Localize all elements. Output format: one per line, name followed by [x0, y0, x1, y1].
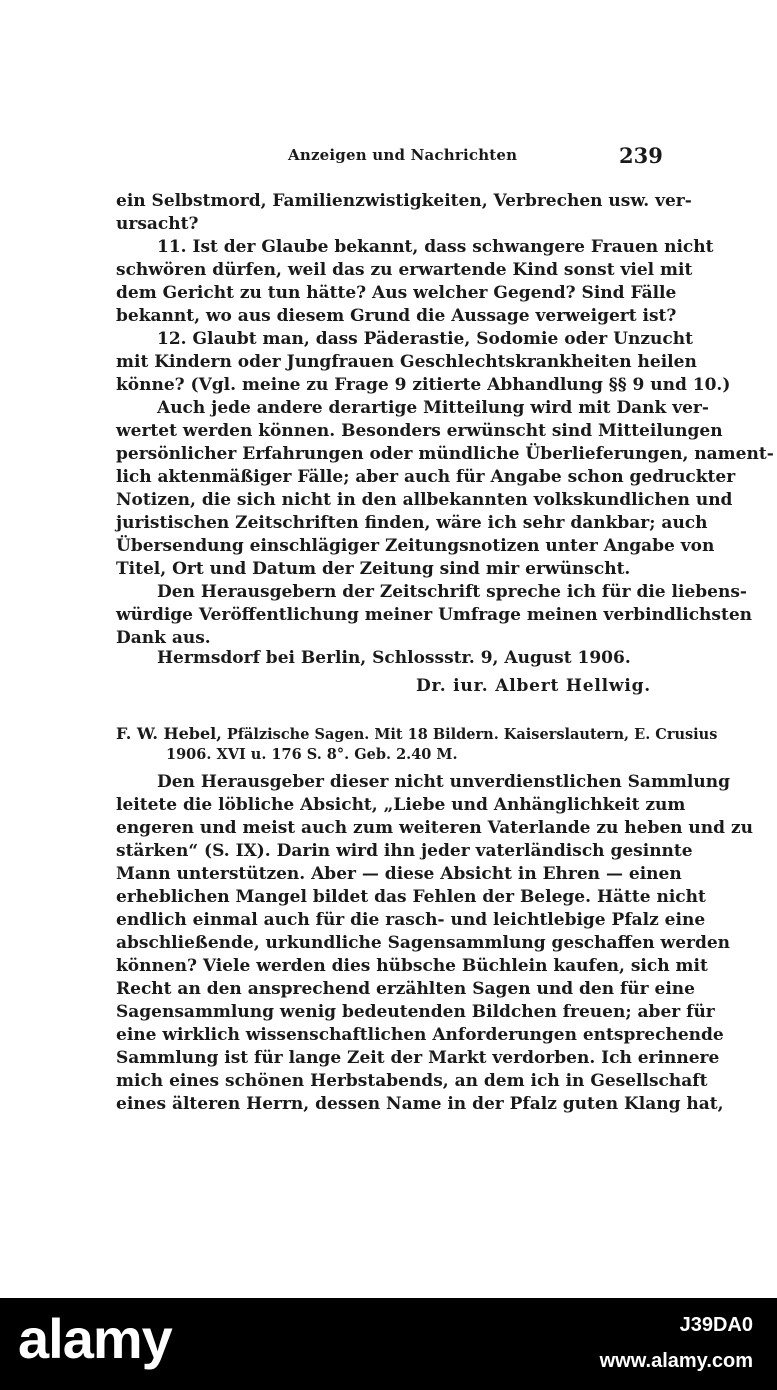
text-line: Dank aus. — [116, 628, 211, 648]
text-line: Recht an den ansprechend erzählten Sagen und den für eine — [116, 979, 695, 999]
body-text — [116, 190, 774, 650]
text-line: Auch jede andere derartige Mitteilung wird mit Dank ver- — [157, 398, 709, 418]
image-id: J39DA0 — [679, 1314, 753, 1336]
text-line: Sagensammlung wenig bedeutenden Bildchen freuen; aber für — [116, 1002, 715, 1022]
text-line: können? Viele werden dies hübsche Büchlein kaufen, sich mit — [116, 956, 708, 976]
text-line: persönlicher Erfahrungen oder mündliche Überlieferungen, nament- — [116, 444, 774, 464]
text-line: Übersendung einschlägiger Zeitungsnotizen unter Angabe von — [116, 536, 715, 556]
text-line: 11. Ist der Glaube bekannt, dass schwangere Frauen nicht — [157, 237, 714, 257]
text-line: mit Kindern oder Jungfrauen Geschlechtskrankheiten heilen — [116, 352, 697, 372]
text-line: Den Herausgebern der Zeitschrift spreche ich für die liebens- — [157, 582, 747, 602]
alamy-logo: alamy — [18, 1307, 172, 1370]
page-number: 239 — [619, 143, 663, 168]
text-line: engeren und meist auch zum weiteren Vaterlande zu heben und zu — [116, 818, 753, 838]
text-line: leitete die löbliche Absicht, „Liebe und Anhänglichkeit zum — [116, 795, 686, 815]
text-line: würdige Veröffentlichung meiner Umfrage meinen verbindlichsten — [116, 605, 753, 625]
text-line: abschließende, urkundliche Sagensammlung geschaffen werden — [116, 933, 731, 953]
text-line: Mann unterstützen. Aber — diese Absicht in Ehren — einen — [116, 864, 682, 884]
text-line: endlich einmal auch für die rasch- und leichtlebige Pfalz eine — [116, 910, 706, 930]
text-line: ein Selbstmord, Familienzwistigkeiten, Verbrechen usw. ver- — [116, 191, 692, 211]
review-citation — [116, 724, 718, 745]
signature-line: Dr. iur. Albert Hellwig. — [416, 676, 651, 696]
text-line: mich eines schönen Herbstabends, an dem ich in Gesellschaft — [116, 1071, 708, 1091]
site-url: www.alamy.com — [599, 1350, 753, 1372]
text-line: bekannt, wo aus diesem Grund die Aussage verweigert ist? — [116, 306, 677, 326]
running-title: Anzeigen und Nachrichten — [288, 146, 518, 164]
text-line: wertet werden können. Besonders erwünscht sind Mitteilungen — [116, 421, 723, 441]
text-line: dem Gericht zu tun hätte? Aus welcher Gegend? Sind Fälle — [116, 283, 677, 303]
review-text — [116, 771, 753, 1116]
review-title: Pfälzische Sagen. Mit 18 Bildern. Kaiserslautern, E. Crusius — [226, 726, 718, 743]
review-author: F. W. Hebel, — [116, 724, 222, 743]
text-line: lich aktenmäßiger Fälle; aber auch für Angabe schon gedruckter — [116, 467, 736, 487]
review-citation-details: 1906. XVI u. 176 S. 8°. Geb. 2.40 M. — [166, 746, 458, 763]
text-line: Titel, Ort und Datum der Zeitung sind mir erwünscht. — [116, 559, 631, 579]
text-line: eine wirklich wissenschaftlichen Anforderungen entsprechende — [116, 1025, 724, 1045]
text-line: juristischen Zeitschriften finden, wäre ich sehr dankbar; auch — [116, 513, 708, 533]
text-line: schwören dürfen, weil das zu erwartende Kind sonst viel mit — [116, 260, 693, 280]
book-review — [116, 724, 753, 1116]
stock-watermark-bar — [0, 1298, 777, 1390]
text-line: Sammlung ist für lange Zeit der Markt verdorben. Ich erinnere — [116, 1048, 720, 1068]
text-line: ursacht? — [116, 214, 199, 234]
text-line: eines älteren Herrn, dessen Name in der Pfalz guten Klang hat, — [116, 1094, 724, 1114]
text-line: Notizen, die sich nicht in den allbekannten volkskundlichen und — [116, 490, 733, 510]
text-line: 12. Glaubt man, dass Päderastie, Sodomie oder Unzucht — [157, 329, 693, 349]
text-line: stärken“ (S. IX). Darin wird ihn jeder vaterländisch gesinnte — [116, 841, 693, 861]
text-line: Den Herausgeber dieser nicht unverdienstlichen Sammlung — [157, 772, 730, 792]
text-line: erheblichen Mangel bildet das Fehlen der Belege. Hätte nicht — [116, 887, 706, 907]
place-date-line: Hermsdorf bei Berlin, Schlossstr. 9, August 1906. — [157, 648, 631, 668]
text-line: könne? (Vgl. meine zu Frage 9 zitierte Abhandlung §§ 9 und 10.) — [116, 375, 731, 395]
